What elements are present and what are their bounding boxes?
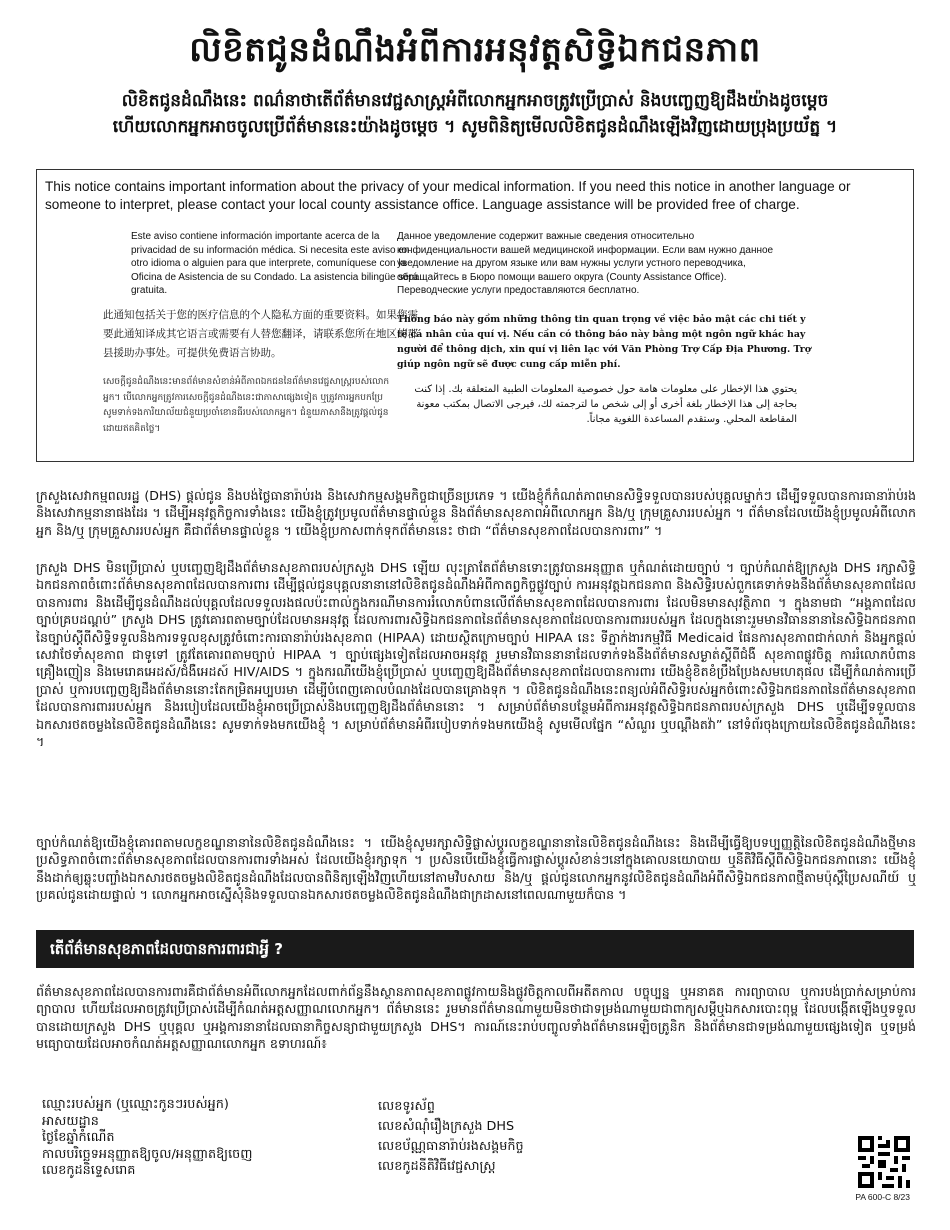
identifier-item: លេខសំណុំរឿងក្រសួង DHS: [378, 1119, 515, 1134]
identifier-item: ថ្ងៃខែឆ្នាំកំណើត: [42, 1130, 115, 1145]
notice-russian: Данное уведомление содержит важные сведения относительно конфиденциальности вашей медицинской информации. Если вам нужно данное уведомление на другом языке или вам нужны услуги устного переводчика, обращайтесь в Бюро помощи вашего округа (County Assistance Office). Переводческие услуги предоставляются бесплатно.: [397, 231, 774, 296]
notice-spanish: Este aviso contiene información importante acerca de la privacidad de su información médica. Si necesita este aviso en otro idioma o alguien para que interprete, comuníquese con la Oficina de Asistencia de su Condado. La asistencia bilingüe será gratuita.: [131, 231, 418, 296]
identifier-item: កាលបរិច្ឆេទអនុញ្ញាតឱ្យចូល/អនុញ្ញាតឱ្យចេញ: [42, 1146, 253, 1162]
section-header-bar: [36, 930, 914, 968]
page-title: លិខិតជូនដំណឹងអំពីការអនុវត្តសិទ្ធិឯកជនភាព: [189, 30, 761, 70]
notice-khmer: សេចក្តីជូនដំណឹងនេះមានព័ត៌មានសំខាន់អំពីភាពឯកជននៃព័ត៌មានវេជ្ជសាស្ត្ររបស់លោកអ្នក។ បើលោកអ្នកត្រូវការសេចក្តីជូនដំណឹងនេះជាភាសាផ្សេងទៀត ឬត្រូវការអ្នកបកប្រែ សូមទាក់ទងការិយាល័យជំនួយប្រចាំខោនធីរបស់លោកអ្នក។ ជំនួយភាសានឹងត្រូវផ្តល់ជូនដោយឥតគិតថ្លៃ។: [103, 377, 390, 434]
identifier-item: លេខកូដនីតិវិធីវេជ្ជសាស្ត្រ: [378, 1159, 496, 1174]
qr-code-icon: [858, 1136, 910, 1188]
notice-chinese: 此通知包括关于您的医疗信息的个人隐私方面的重要资料。如果您需要此通知译成其它语言或需要有人替您翻译，请联系您所在地区的郡县援助办事处。可提供免费语言协助。: [103, 309, 418, 359]
body-paragraph-1: ក្រសួងសេវាកម្មពលរដ្ឋ (DHS) ផ្តល់ជូន និងបង់ថ្លៃធានារ៉ាប់រង និងសេវាកម្មសង្គមកិច្ចជាច្រើនប្រភេទ ។ យើងខ្ញុំក៏កំណត់ភាពមានសិទ្ធិទទួលបានរបស់បុគ្គលម្នាក់ៗ ដើម្បីទទួលបានការធានារ៉ាប់រង និងសេវាកម្មនានាផងដែរ ។ ដើម្បីអនុវត្តកិច្ចការទាំងនេះ យើងខ្ញុំត្រូវប្រមូលព័ត៌មានផ្ទាល់ខ្លួន និងព័ត៌មានសុខភាពអំពីលោកអ្នក និង/ឬ ក្រុមគ្រួសាររបស់អ្នក ។ ព័ត៌មានដែលយើងខ្ញុំប្រមូលអំពីលោកអ្នក និង/ឬ ក្រុមគ្រួសាររបស់អ្នក គឺជាព័ត៌មានផ្ទាល់ខ្លួន ។ យើងខ្ញុំប្រកាសពាក់ទុកព័ត៌មាននេះ ថាជា “ព័ត៌មានសុខភាពដែលបានការពារ” ។: [36, 488, 916, 538]
identifier-item: ឈ្មោះរបស់អ្នក (ឬឈ្មោះកូនៗរបស់អ្នក): [42, 1097, 229, 1112]
identifier-list-right: [378, 1097, 678, 1177]
identifier-item: លេខកូដនិទ្ទេសរោគ: [42, 1163, 136, 1178]
form-identifier: PA 600-C 8/23: [855, 1192, 910, 1202]
language-notice-box: [36, 169, 914, 462]
notice-english: This notice contains important information about the privacy of your medical information. If you need this notice in another language or someone to interpret, please contact your local county assistance office. Language assistance will be provided free of charge.: [45, 179, 851, 212]
body-paragraph-2: ក្រសួង DHS មិនប្រើប្រាស់ ឬបញ្ចេញឱ្យដឹងព័ត៌មានសុខភាពរបស់ក្រសួង DHS ឡើយ លុះត្រាតែព័ត៌មានទោះត្រូវបានអនុញ្ញាត ឬកំណត់ដោយច្បាប់ ។ ច្បាប់កំណត់ឱ្យក្រសួង DHS រក្សាសិទ្ធិឯកជនភាពចំពោះព័ត៌មានសុខភាពដែលបានការពារ ដើម្បីផ្តល់ជូនបុគ្គលនានានៅលិខិតជូនដំណឹងអំពីកាតព្វកិច្ចផ្លូវច្បាប់ ការអនុវត្តឯកជនភាព និងសិទ្ធិរបស់ពួកគេទាក់ទងនឹងព័ត៌មានសុខភាពដែលបានការពារ និងដើម្បីជូនដំណឹងដល់បុគ្គលដែលទទួលរងផលប៉ះពាល់ក្នុងករណីមានការរំលោភបំពានលើព័ត៌មានសុខភាពដែលបានការពារ ដែលមិនមានសុវត្ថិភាព ។ ក្នុងនាមជា “អង្គភាពដែលច្បាប់គ្របដណ្តប់” ក្រសួង DHS ត្រូវគោរពតាមច្បាប់ដែលមានអនុវត្ត ដែលការពារសិទ្ធិឯកជនភាពនៃព័ត៌មានសុខភាពដែលបានការពាររបស់អ្នក ដែលក្នុងនោះរួមមានវិធាននានានៃសិទ្ធិឯកជនភាពនៃច្បាប់ស្តីពីសិទ្ធិទទួលនិងការទទួលខុសត្រូវចំពោះការធានារ៉ាប់រងសុខភាព (HIPAA) ដោយស្ថិតក្រោមច្បាប់ HIPAA នេះ ទីភ្នាក់ងារកម្មវិធី Medicaid ផែនការសុខភាពជាក់លាក់ និងអ្នកផ្តល់សេវាថែទាំសុខភាព ជាទូទៅ ត្រូវតែគោរពតាមច្បាប់ HIPAA ។ ច្បាប់ផ្សេងទៀតដែលអាចអនុវត្ត រួមមានវិធាននានាដែលទាក់ទងនឹងព័ត៌មានសម្ងាត់ស្តីពីជំងឺ សុខភាពផ្លូវចិត្ត ការរំលោភបំពានគ្រឿងញៀន និងមេរោគអេដស៍/ជំងឺអេដស៍ HIV/AIDS ។ ក្នុងករណីយើងខ្ញុំប្រើប្រាស់ ឬបញ្ចេញឱ្យដឹងព័ត៌មានសុខភាពដែលបានការពារ យើងខ្ញុំខិតខំប្រឹងប្រែងសមហេតុផល ដើម្បីកំណត់ការប្រើប្រាស់ ឬការបញ្ចេញឱ្យដឹងព័ត៌មាននោះតែកម្រិតអប្បបរមា ដើម្បីបំពេញគោលបំណងដែលបានគ្រោងទុក ។ លិខិតជូនដំណឹងនេះពន្យល់អំពីសិទ្ធិរបស់អ្នកចំពោះសិទ្ធិឯកជនភាពនៃព័ត៌មានសុខភាពដែលបានការពាររបស់អ្នក និងរបៀបដែលយើងខ្ញុំអាចប្រើប្រាស់និងបញ្ចេញឱ្យដឹងព័ត៌មាននោះ ។ សម្រាប់ព័ត៌មានបន្ថែមអំពីការអនុវត្តសិទ្ធិឯកជនភាពរបស់ក្រសួង DHS ឬដើម្បីទទួលបានឯកសារថតចម្លងនៃលិខិតជូនដំណឹងនេះ សូមទាក់ទងមកយើងខ្ញុំ ។ សម្រាប់ព័ត៌មានអំពីរបៀបទាក់ទងមកយើងខ្ញុំ សូមមើលផ្នែក “សំណួរ ឬបណ្តឹងតវ៉ា” នៅទំព័រចុងក្រោយនៃលិខិតជូនដំណឹងនេះ ។: [36, 560, 916, 750]
identifier-list-left: [42, 1097, 362, 1180]
identifier-item: លេខប័ណ្ណធានារ៉ាប់រងសង្គមកិច្ច: [378, 1139, 524, 1154]
identifier-item: អាសយដ្ឋាន: [42, 1113, 99, 1129]
section-title: តើព័ត៌មានសុខភាពដែលបានការពារជាអ្វី ?: [50, 940, 283, 958]
notice-arabic: يحتوي هذا الإخطار على معلومات هامة حول خصوصية المعلومات الطبية المتعلقة بك. إذا كنت بحاجة إلى هذا الإخطار بلغة أخرى أو إلى شخص ما لترجمته لك، فيرجى الاتصال بمكتب معونة المقاطعة المحلي. وستقدم المساعدة اللغوية مجاناً.: [414, 384, 797, 425]
page-subtitle: [40, 88, 910, 140]
body-paragraph-3: ច្បាប់កំណត់ឱ្យយើងខ្ញុំគោរពតាមលក្ខខណ្ឌនានានៃលិខិតជូនដំណឹងនេះ ។ យើងខ្ញុំសូមរក្សាសិទ្ធិផ្លាស់ប្តូរលក្ខខណ្ឌនានានៃលិខិតជូនដំណឹងនេះ និងដើម្បីធ្វើឱ្យបទប្បញ្ញត្តិនៃលិខិតជូនដំណឹងថ្មីមានប្រសិទ្ធភាពចំពោះព័ត៌មានសុខភាពដែលបានការពារទាំងអស់ ដែលយើងខ្ញុំរក្សាទុក ។ ប្រសិនបើយើងខ្ញុំធ្វើការផ្លាស់ប្តូរសំខាន់ៗនៅក្នុងគោលនយោបាយ ឬនីតិវិធីស្តីពីសិទ្ធិឯកជនភាពនោះ យើងខ្ញុំនឹងដាក់ឲ្យឆ្លុះបញ្ចាំងឯកសារថតចម្លងលិខិតជូនដំណឹងដែលបានពិនិត្យឡើងវិញហើយនៅតាមវិបសាយ និង/ឬ ផ្តល់ជូនលោកអ្នកនូវលិខិតជូនដំណឹងអំពីសិទ្ធិឯកជនភាពថ្មីតាមប៉ុស្តិ៍ប្រៃសណីយ៍ ឬប្រគល់ជូនដោយផ្ទាល់ ។ លោកអ្នកអាចស្នើសុំនិងទទួលបានឯកសារថតចម្លងលិខិតជូនដំណឹងជាក្រដាសនៅពេលណាមួយក៏បាន ។: [36, 835, 916, 903]
identifier-item: លេខទូរស័ព្ទ: [378, 1099, 435, 1114]
subtitle-line-2: ហើយលោកអ្នកអាចចូលប្រើព័ត៌មាននេះយ៉ាងដូចម្តេច ។ សូមពិនិត្យមើលលិខិតជូនដំណឹងឡើងវិញដោយប្រុងប្រយ័ត្ន ។: [112, 117, 838, 137]
notice-vietnamese: Thông báo này gồm những thông tin quan trọng về việc bảo mật các chi tiết y tế cá nhân của quí vị. Nếu cần có thông báo này bằng một ngôn ngữ khác hay người để thông dịch, xin quí vị liên lạc với Văn Phòng Trợ Cấp Địa Phương. Trợ giúp ngôn ngữ sẽ được cung cấp miễn phí.: [397, 314, 811, 370]
subtitle-line-1: លិខិតជូនដំណឹងនេះ ពណ៌នាថាតើព័ត៌មានវេជ្ជសាស្ត្រអំពីលោកអ្នកអាចត្រូវប្រើប្រាស់ និងបញ្ចេញឱ្យដឹងយ៉ាងដូចម្តេច: [121, 91, 829, 111]
body-paragraph-4: ព័ត៌មានសុខភាពដែលបានការពារគឺជាព័ត៌មានអំពីលោកអ្នកដែលពាក់ព័ន្ធនឹងស្ថានភាពសុខភាពផ្លូវកាយនិងផ្លូវចិត្តកាលពីអតីតកាល បច្ចុប្បន្ន ឬអនាគត ការព្យាបាល ឬការបង់ប្រាក់សម្រាប់ការព្យាបាល ហើយដែលអាចត្រូវប្រើប្រាស់ដើម្បីកំណត់អត្តសញ្ញាណលោកអ្នក។ ព័ត៌មាននេះ រួមមានព័ត៌មានណាមួយមិនថាជាទម្រង់ណាមួយជាពាក្យសម្តីឬឯកសារបោះពុម្ព ដែលបង្កើតឡើងឬទទួលបានដោយក្រសួង DHS ឬបុគ្គល ឬអង្គការនានាដែលធានាកិច្ចសន្យាជាមួយក្រសួង DHS។ ការណ៍នេះរាប់បញ្ចូលទាំងព័ត៌មានអេឡិចត្រូនិក និងព័ត៌មានជាទម្រង់ណាមួយផ្សេងទៀត ឬទម្រង់មធ្យោបាយដែលអាចកំណត់អត្តសញ្ញាណលោកអ្នក ឧទាហរណ៍៖: [36, 984, 916, 1052]
